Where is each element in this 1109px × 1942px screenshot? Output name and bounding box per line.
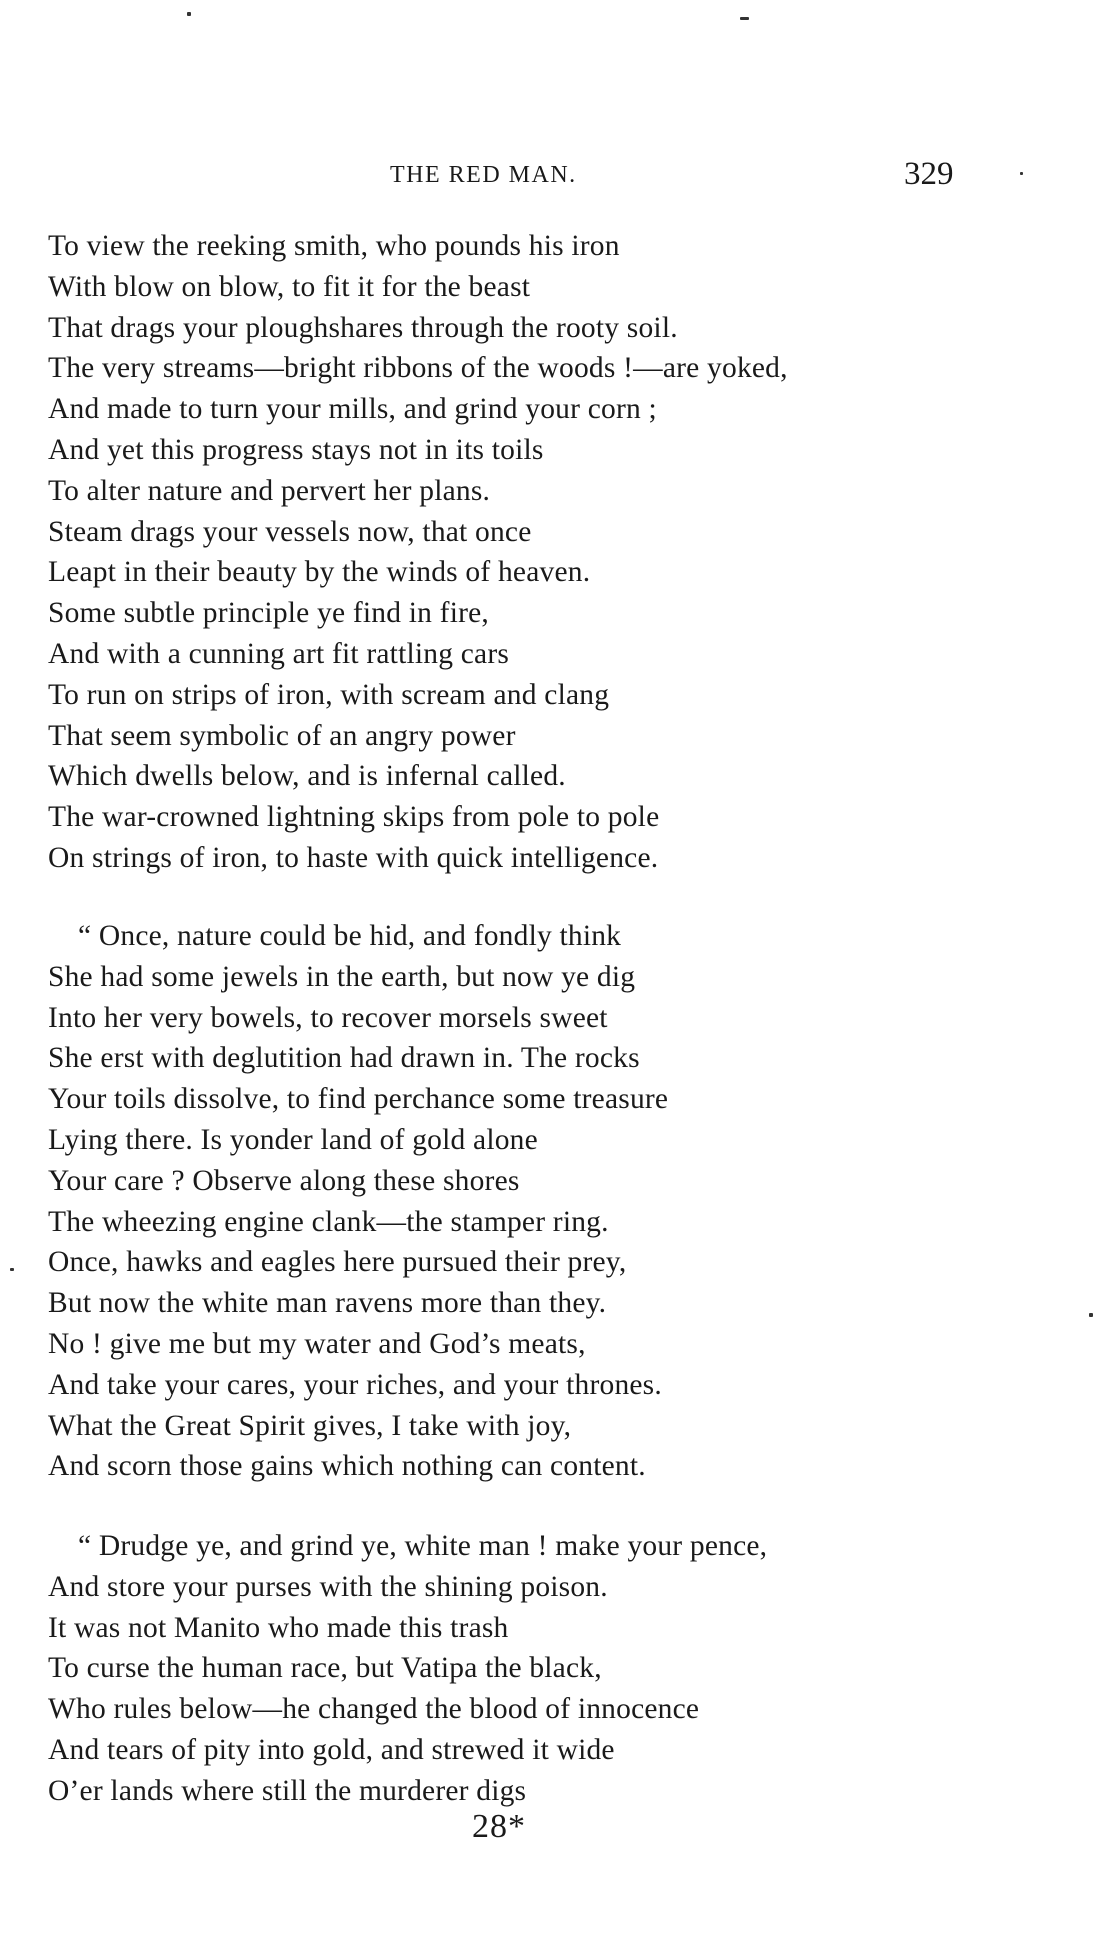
poem-line: Leapt in their beauty by the winds of heaven.: [48, 556, 591, 589]
poem-line: It was not Manito who made this trash: [48, 1611, 509, 1644]
signature-mark: 28*: [472, 1808, 526, 1845]
poem-line: And store your purses with the shining poison.: [48, 1570, 608, 1603]
print-speck: [1089, 1313, 1093, 1317]
poem-line: Your care ? Observe along these shores: [48, 1164, 520, 1197]
poem-line: Who rules below—he changed the blood of innocence: [48, 1693, 700, 1726]
poem-line: And made to turn your mills, and grind your corn ;: [48, 393, 657, 426]
running-title: THE RED MAN.: [390, 162, 577, 188]
poem-line: Once, hawks and eagles here pursued their prey,: [48, 1246, 627, 1279]
poem-line: The very streams—bright ribbons of the woods !—are yoked,: [48, 352, 788, 385]
poem-line: That seem symbolic of an angry power: [48, 719, 516, 752]
poem-line: To curse the human race, but Vatipa the black,: [48, 1652, 602, 1685]
poem-line: Some subtle principle ye find in fire,: [48, 597, 489, 630]
page-number: 329: [904, 156, 954, 192]
poem-line: The war-crowned lightning skips from pole to pole: [48, 801, 660, 834]
poem-line: The wheezing engine clank—the stamper ring.: [48, 1205, 609, 1238]
poem-line: What the Great Spirit gives, I take with joy,: [48, 1409, 572, 1442]
poem-line: And yet this progress stays not in its toils: [48, 433, 544, 466]
poem-line: Steam drags your vessels now, that once: [48, 515, 532, 548]
poem-line: She had some jewels in the earth, but now ye dig: [48, 960, 636, 993]
poem-line: Into her very bowels, to recover morsels sweet: [48, 1001, 608, 1034]
poem-line: But now the white man ravens more than they.: [48, 1287, 607, 1320]
stanza: [48, 226, 1058, 879]
poem-line: To alter nature and pervert her plans.: [48, 474, 491, 507]
poem-line: And scorn those gains which nothing can content.: [48, 1450, 646, 1483]
poem-line: That drags your ploughshares through the rooty soil.: [48, 311, 678, 344]
page-header: [0, 156, 1109, 196]
print-speck: [187, 12, 191, 16]
poem-line: Lying there. Is yonder land of gold alone: [48, 1123, 538, 1156]
poem-line: Your toils dissolve, to find perchance some treasure: [48, 1083, 669, 1116]
poem-line: And tears of pity into gold, and strewed it wide: [48, 1733, 615, 1766]
poem-line: On strings of iron, to haste with quick intelligence.: [48, 841, 659, 874]
poem-line: “ Drudge ye, and grind ye, white man ! make your pence,: [78, 1530, 768, 1562]
poem-line: Which dwells below, and is infernal called.: [48, 760, 566, 793]
poem-line: To run on strips of iron, with scream and clang: [48, 678, 610, 711]
poem-line: No ! give me but my water and God’s meats,: [48, 1327, 586, 1360]
poem-line: To view the reeking smith, who pounds his iron: [48, 230, 620, 262]
poem-line: She erst with deglutition had drawn in. The rocks: [48, 1042, 640, 1075]
poem-line: And take your cares, your riches, and your thrones.: [48, 1368, 662, 1401]
poem-line: With blow on blow, to fit it for the beast: [48, 270, 531, 303]
stanza: [48, 1526, 1058, 1812]
print-speck: [1020, 172, 1023, 175]
poem-line: O’er lands where still the murderer digs: [48, 1774, 527, 1807]
stanza: [48, 916, 1058, 1487]
print-speck: [10, 1268, 14, 1271]
poem-line: “ Once, nature could be hid, and fondly think: [78, 920, 622, 952]
poem-line: And with a cunning art fit rattling cars: [48, 637, 510, 670]
print-speck: [740, 17, 749, 20]
